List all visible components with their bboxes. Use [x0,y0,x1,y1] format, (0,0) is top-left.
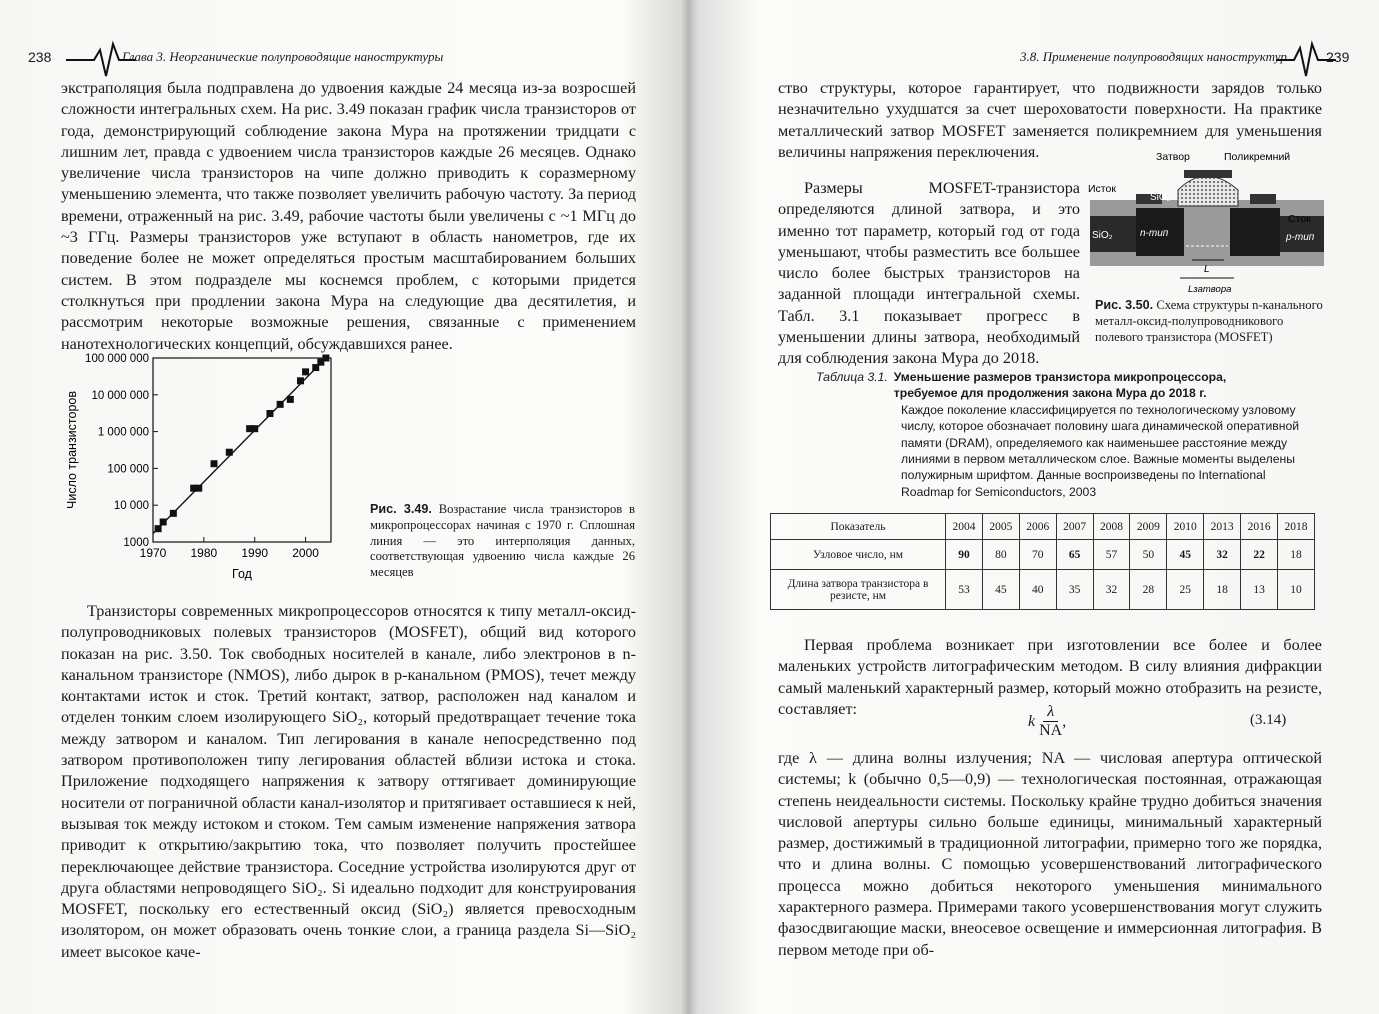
y-tick-label: 10 000 000 [91,389,149,402]
y-tick-label: 10 000 [113,500,149,513]
table-3-1-caption [816,369,1316,500]
data-point [302,368,309,375]
table-cell: 22 [1241,540,1278,570]
label-p-type: p-тип [1286,232,1315,243]
table-cell: 40 [1019,570,1056,610]
right-page-number: 239 [1326,49,1350,65]
label-poly: Поликремний [1224,151,1291,163]
left-para-1-block [61,78,636,355]
table-cell: 32 [1204,540,1241,570]
table-cell: 32 [1093,570,1130,610]
table-year: 2018 [1278,514,1315,540]
figure-3-49-label: Рис. 3.49. [370,502,432,516]
x-tick-label: 1990 [241,546,269,560]
table-header-label: Показатель [771,514,946,540]
table-row [771,540,1315,570]
gate-contact [1184,170,1232,178]
table-cell: 10 [1278,570,1315,610]
figure-3-50-label: Рис. 3.50. [1095,298,1154,312]
data-point [277,401,284,408]
table-row-label: Узловое число, нм [771,540,946,570]
fit-line [153,358,326,534]
table-row [771,570,1315,610]
data-point [226,449,233,456]
table-year: 2009 [1130,514,1167,540]
table-cell: 90 [946,540,983,570]
table-caption-label: Таблица 3.1. [816,370,888,384]
eq-fraction [1039,703,1062,740]
moore-law-chart [60,350,360,585]
data-point [287,396,294,403]
data-point [160,518,167,525]
label-source: Исток [1088,183,1116,195]
figure-3-49-caption [370,502,635,581]
table-cell: 18 [1278,540,1315,570]
data-point [170,510,177,517]
y-tick-label: 100 000 000 [85,353,149,365]
y-tick-label: 1000 [123,537,149,549]
table-cell: 45 [1167,540,1204,570]
right-page [690,0,1379,1014]
left-running-head [28,40,628,80]
figure-3-50-caption [1095,298,1327,345]
table-cell: 65 [1056,540,1093,570]
table-caption-body: Каждое поколение классифицируется по технологическому узловому числу, которое обозначает половину шага динамической оперативной памяти (DRAM), определяемого как наименьшее расстояние между линиями в первом металлическом слое. Важные моменты выделены полужирным шрифтом. Данные воспроизведены по International Roadmap for Semiconductors, 2003 [901,402,1300,499]
label-sio2-left: SiO₂ [1092,230,1113,241]
drain-contact [1250,194,1276,204]
x-tick-label: 1970 [139,546,167,560]
table-year: 2004 [946,514,983,540]
left-paragraph-1: экстраполяция была подправлена до удвоения каждые 24 месяца из-за возросшей сложности интегральных схем. На рис. 3.49 показан график числа транзисторов от года, демонстрирующий соблюдение закона Мура на протяжении тридцати с лишним лет, правда с удвоением числа транзисторов каждые 26 месяцев. Однако увеличение числа транзисторов на чипе должно приводить к соразмерному уменьшению элемента, что также позволяет увеличить рабочую частоту. За период времени, отраженный на рис. 3.49, рабочие частоты были увеличены с ~1 МГц до ~3 ГГц. Размеры транзисторов уже вступают в область нанометров, где их поведение более не может определяться простым масштабированием больших систем. В этом подразделе мы коснемся проблем, с которыми придется столкнуться при продлении закона Мура на следующие два десятилетия, и рассмотрим некоторые возможные решения, связанные с применением нанотехнологических концепций, обсуждавшихся ранее. [61,79,636,353]
table-cell: 28 [1130,570,1167,610]
eq-numerator: λ [1043,703,1058,722]
table-year: 2006 [1019,514,1056,540]
table-cell: 25 [1167,570,1204,610]
table-cell: 53 [946,570,983,610]
table-cell: 35 [1056,570,1093,610]
left-running-head-text: Глава 3. Неорганические полупроводящие наноструктуры [122,49,444,64]
y-tick-label: 1 000 000 [97,426,149,439]
data-point [155,525,162,532]
right-running-head-text: 3.8. Применение полупроводящих наноструктур [1020,49,1287,64]
table-year: 2008 [1093,514,1130,540]
data-point [297,377,304,384]
data-point [266,410,273,417]
left-paragraph-2: Транзисторы современных микропроцессоров относятся к типу металл-оксид-полупроводниковых полевых транзисторов (MOSFET), общий вид которого показан на рис. 3.50. Ток свободных носителей в канале, либо электронов в n-канальном транзисторе (NMOS), либо дырок в p-канальном (PMOS), течет между контактами исток и сток. Третий контакт, затвор, расположен над каналом и отделен тонким слоем изолирующего SiO₂, который предотвращает течение тока между затвором и каналом. Тип легирования в канале непосредственно под затвором противоположен типу легирования областей вблизи истока и стока. Приложение подходящего напряжения к затвору оттягивает доминирующие носители от пограничной области канал-изолятор и притягивает оставшиеся к ней, вызывая ток между истоком и стоком. Тем самым изменение напряжения затвора приводит к открытию/закрытию тока, что позволяет получить простейшее переключающее действие транзистора. Соседние устройства изолируются друг от друга областями непроводящего SiO₂. Si идеально подходит для конструирования MOSFET, поскольку его естественный оксид (SiO₂) является превосходным изолятором, он может образовать очень тонкие слои, а граница раздела Si—SiO₂ имеет высокое каче- [61,602,636,961]
chart-frame [153,358,331,542]
table-cell: 18 [1204,570,1241,610]
table-year: 2016 [1241,514,1278,540]
label-sio2-top: SiO₂ [1150,192,1171,203]
right-para-2-block [778,178,1080,370]
label-Lgate: Lзатвора [1188,284,1232,295]
eq-k: k [1028,712,1036,730]
right-paragraph-4: где λ — длина волны излучения; NA — числовая апертура оптической системы; k (обычно 0,5—0,9) — технологическая постоянная, отражающая степень неидеальности системы. Поскольку крайне трудно добиться значения числовой апертуры сильно больше единицы, минимальный характерный размер, достижимый в традиционной литографии, примерно того же порядка, что и длина волны. С помощью усовершенствований литографического процесса можно добиться некоторого уменьшения минимального характерного размера. Примерами такого усовершенствования могут служить фазосдвигающие маски, внеосевое освещение и иммерсионная литография. В первом методе при об- [778,749,1322,959]
table-header-row [771,514,1315,540]
data-point [251,425,258,432]
data-point [195,485,202,492]
table-cell: 57 [1093,540,1130,570]
data-point [211,460,218,467]
right-paragraph-3: Первая проблема возникает при изготовлении все более и более маленьких устройств литографическим методом. В силу влияния дифракции самый маленький характерный размер, который можно отобразить на резисте, составляет: [778,636,1322,718]
equation-3-14: k $\frac{\lambda}{NA}$ , [1028,703,1067,739]
left-para-2-block [61,601,636,963]
eq-denominator: NA [1039,722,1063,739]
x-tick-label: 2000 [292,546,319,560]
figure-3-49-text: Возрастание числа транзисторов в микропроцессорах начиная с 1970 г. Сплошная линия — это интерполяция данных, соответствующая удвоению числа каждые 26 месяцев [370,502,636,580]
y-tick-label: 100 000 [107,463,149,476]
label-L: L [1204,264,1210,275]
data-point [322,355,329,362]
right-running-head [1020,40,1360,80]
n-type-drain [1230,208,1280,256]
table-year: 2013 [1204,514,1241,540]
table-row-label: Длина затвора транзистора в резисте, нм [771,570,946,610]
label-drain: Сток [1288,213,1311,225]
table-year: 2005 [982,514,1019,540]
equation-number: (3.14) [1250,712,1287,728]
table-cell: 13 [1241,570,1278,610]
table-cell: 70 [1019,540,1056,570]
table-year: 2010 [1167,514,1204,540]
right-paragraph-1-top: ство структуры, которое гарантирует, что подвижности зарядов только незначительно ухудшатся за счет шероховатости поверхности. На практике металлический затвор MOSFET заменяется поликремнием для уменьшения величины напряжения переключения. [778,79,1322,161]
chart-x-label: Год [232,567,252,581]
table-cell: 80 [982,540,1019,570]
figure-3-50-text: Схема структуры n-канального металл-оксид-полупроводникового полевого транзистора (MOSFET) [1095,298,1323,344]
mosfet-diagram [1088,148,1328,296]
table-cell: 45 [982,570,1019,610]
x-tick-label: 1980 [190,546,218,560]
right-para-4-block [778,748,1322,961]
chart-y-label: Число транзисторов [65,391,79,509]
label-gate: Затвор [1156,151,1190,163]
table-cell: 50 [1130,540,1167,570]
table-caption-head [816,369,1316,402]
table-caption-title: Уменьшение размеров транзистора микропроцессора, требуемое для продолжения закона Мура до 2018 г. [893,370,1227,401]
label-n-type: n-тип [1140,228,1169,239]
poly-gate-dome [1178,176,1238,206]
table-year: 2007 [1056,514,1093,540]
left-page-number: 238 [28,49,52,65]
table-3-1 [770,513,1315,610]
right-paragraph-2: Размеры MOSFET-транзистора определяются длиной затвора, и это именно тот параметр, который год от года уменьшают, чтобы разместить все большее число более быстрых транзисторов на заданной площади интегральной схемы. Табл. 3.1 показывает прогресс в уменьшении длины затвора, необходимый для соблюдения закона Мура до 2018. [778,179,1080,368]
